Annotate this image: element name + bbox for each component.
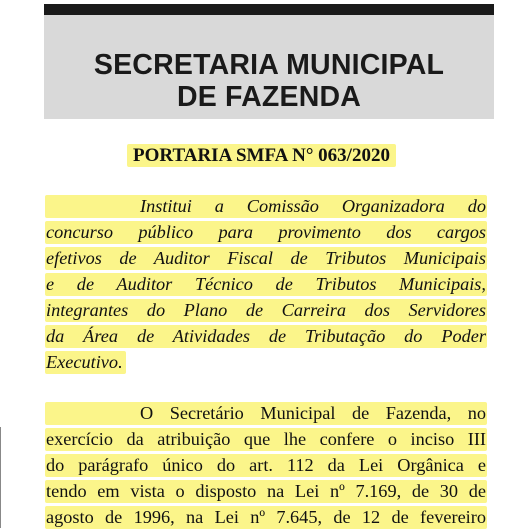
ementa-paragraph: [45, 193, 487, 375]
ementa-line-text: concurso público para provimento dos cargos: [46, 222, 486, 242]
body-line-text: tendo em vista o disposto na Lei nº 7.169, de 30 de: [46, 481, 486, 501]
ementa-line-text: da Área de Atividades de Tributação do Poder: [46, 326, 486, 346]
body-line-text: exercício da atribuição que lhe confere o inciso III: [46, 429, 486, 449]
masthead-title: [44, 49, 494, 113]
ementa-line: [45, 245, 487, 271]
ementa-line: [45, 323, 487, 349]
body-paragraph: [45, 400, 487, 530]
body-line-text: O Secretário Municipal de Fazenda, no: [45, 402, 487, 425]
page-edge-rule: [0, 427, 1, 528]
body-line: [45, 452, 487, 478]
body-line: [45, 426, 487, 452]
body-line-text: do parágrafo único do art. 112 da Lei Orgânica e: [46, 455, 486, 475]
masthead: [44, 4, 494, 119]
ementa-line-text: integrantes do Plano de Carreira dos Servidores: [46, 300, 486, 320]
ementa-line: [45, 297, 487, 323]
ementa-line: [45, 193, 487, 219]
ementa-line-text: efetivos de Auditor Fiscal de Tributos Municipais: [46, 248, 486, 268]
body-line: [45, 504, 487, 530]
ementa-line: [45, 349, 487, 375]
ementa-line-text: Institui a Comissão Organizadora do: [45, 195, 487, 218]
body-line-text: agosto de 1996, na Lei nº 7.645, de 12 de fevereiro: [46, 507, 486, 527]
ementa-line: [45, 219, 487, 245]
ementa-line-text: Executivo.: [45, 351, 126, 374]
ementa-line-text: e de Auditor Técnico de Tributos Municipais,: [46, 274, 486, 294]
body-line: [45, 478, 487, 504]
portaria-heading: [0, 145, 523, 167]
ementa-line: [45, 271, 487, 297]
body-line: [45, 400, 487, 426]
portaria-title: PORTARIA SMFA N° 063/2020: [127, 144, 396, 167]
masthead-title-line-1: SECRETARIA MUNICIPAL: [93, 49, 445, 81]
masthead-title-line-2: DE FAZENDA: [176, 81, 362, 113]
